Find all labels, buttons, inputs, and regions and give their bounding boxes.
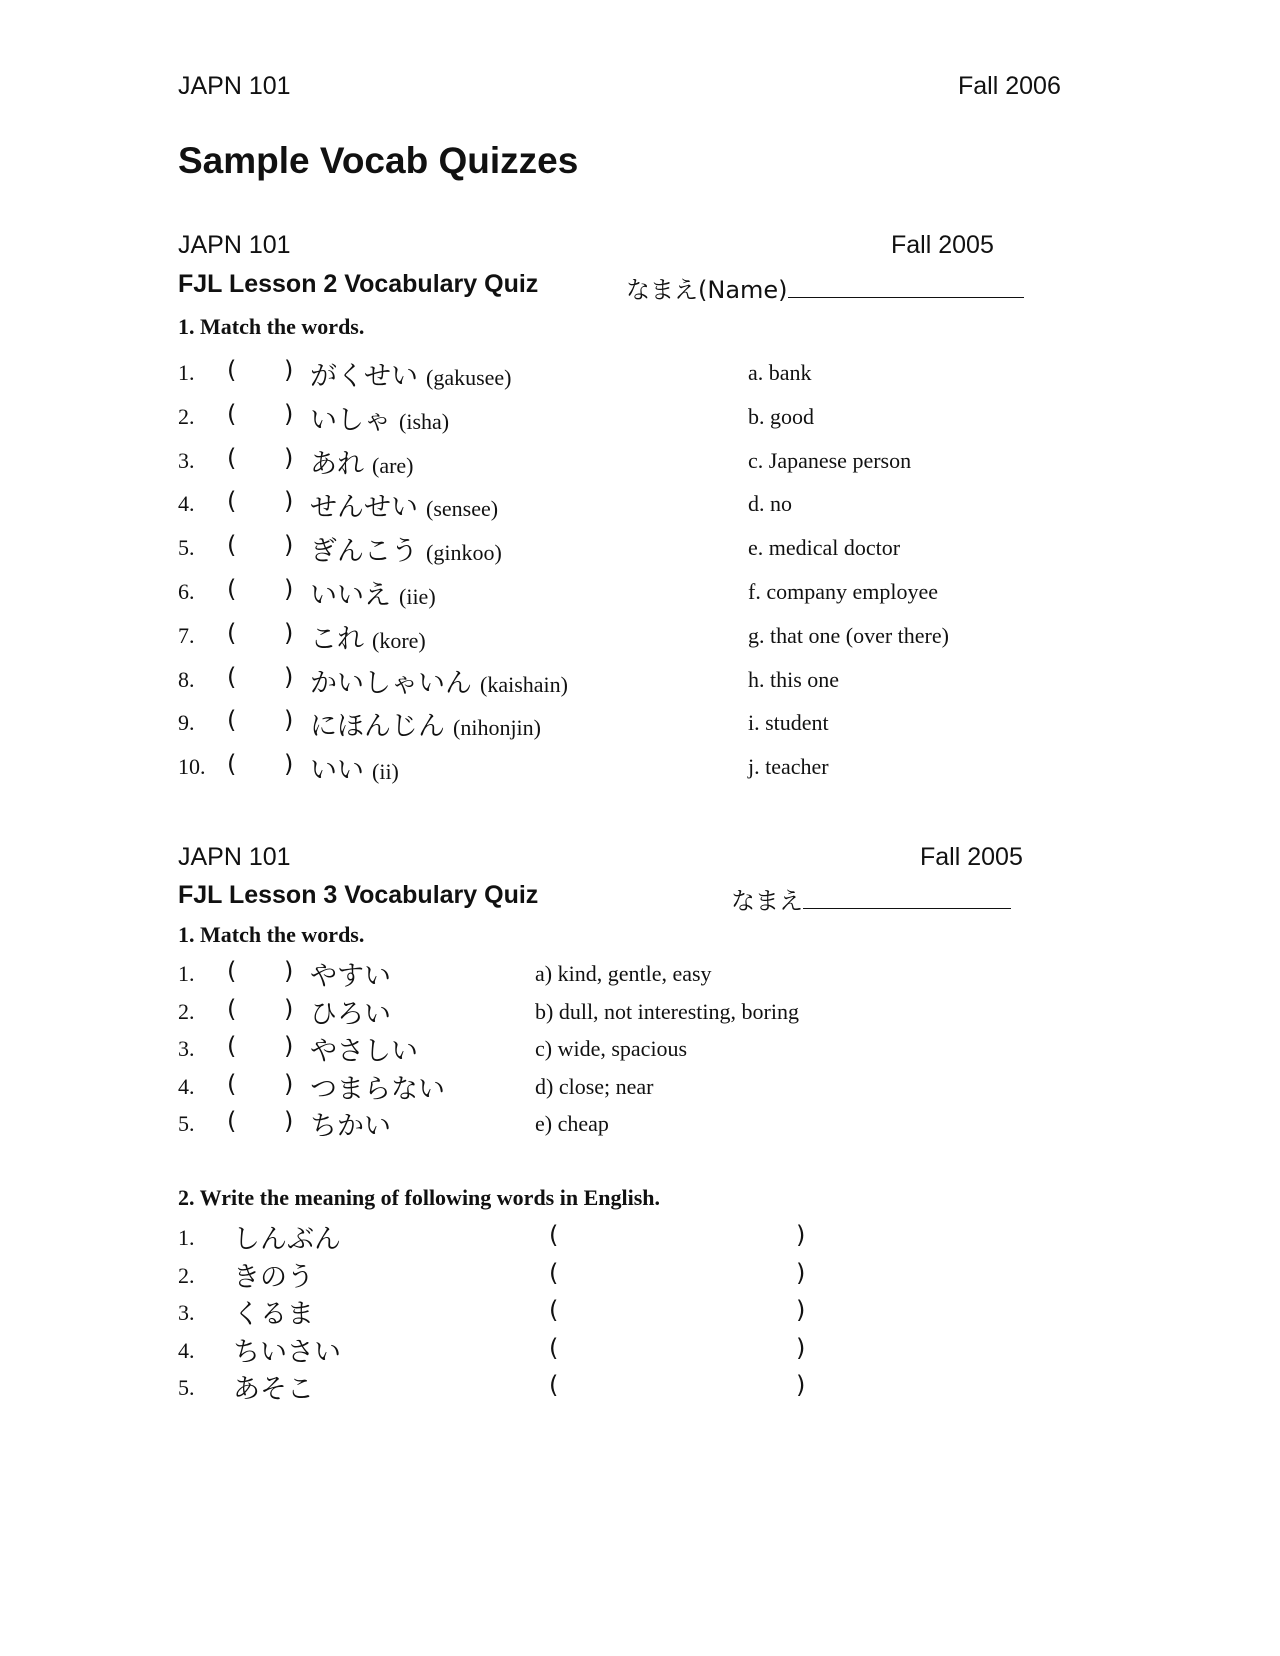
answer-blank[interactable]: [244, 357, 280, 385]
item-number: 5.: [178, 1375, 195, 1401]
quiz1-name-field[interactable]: [626, 270, 1024, 305]
answer-option: c. Japanese person: [748, 447, 912, 473]
vocab-kana: あれ: [310, 448, 364, 480]
open-paren: (: [227, 662, 237, 691]
quiz1-name-blank[interactable]: [788, 275, 1024, 298]
open-paren: (: [227, 1032, 237, 1061]
open-paren: (: [227, 1107, 237, 1136]
open-paren: (: [549, 1371, 559, 1400]
vocab-kana: せんせい: [310, 492, 418, 524]
quiz2-name-blank[interactable]: [803, 886, 1011, 909]
quiz1-course: JAPN 101: [178, 231, 291, 259]
quiz2-title: FJL Lesson 3 Vocabulary Quiz: [178, 881, 539, 909]
vocab-kana: やすい: [310, 961, 391, 992]
answer-blank[interactable]: [244, 401, 280, 429]
answer-option: b) dull, not interesting, boring: [535, 998, 799, 1024]
answer-blank[interactable]: [244, 707, 280, 735]
vocab-word: [310, 398, 449, 437]
item-number: 5.: [178, 1111, 195, 1137]
vocab-kana: にほんじん: [310, 711, 445, 743]
vocab-word: [310, 442, 414, 481]
close-paren: ): [284, 662, 294, 691]
answer-option: d. no: [748, 491, 792, 517]
answer-blank[interactable]: [244, 1071, 280, 1099]
item-number: 2.: [178, 1262, 195, 1288]
answer-option: f. company employee: [748, 579, 938, 604]
item-number: 5.: [178, 535, 195, 561]
quiz2-name-label: なまえ: [731, 887, 803, 915]
vocab-kana: いい: [310, 755, 364, 787]
open-paren: (: [227, 356, 237, 384]
vocab-word: [310, 617, 426, 656]
vocab-romaji: (kaishain): [480, 671, 568, 697]
close-paren: ): [284, 1032, 294, 1061]
answer-option: d) close; near: [535, 1073, 654, 1099]
quiz2-section1-heading: 1. Match the words.: [178, 922, 365, 947]
quiz1-section1-heading: 1. Match the words.: [178, 314, 365, 339]
close-paren: ): [284, 706, 294, 735]
open-paren: (: [227, 957, 237, 985]
vocab-kana: しんぶん: [233, 1224, 341, 1255]
vocab-word: [310, 529, 502, 568]
open-paren: (: [549, 1221, 559, 1249]
vocab-kana: いいえ: [310, 580, 391, 611]
close-paren: ): [284, 1069, 294, 1098]
vocab-romaji: (ginkoo): [426, 540, 502, 566]
close-paren: ): [284, 1107, 294, 1136]
close-paren: ): [796, 1258, 806, 1287]
answer-option: h. this one: [748, 666, 840, 692]
vocab-word: [310, 573, 436, 612]
answer-option: e) cheap: [535, 1111, 609, 1137]
vocab-word: [310, 354, 512, 393]
answer-blank[interactable]: [244, 1108, 280, 1136]
vocab-kana: ちかい: [310, 1111, 391, 1143]
header-course: JAPN 101: [178, 72, 291, 100]
answer-blank[interactable]: [244, 1033, 280, 1061]
close-paren: ): [796, 1371, 806, 1400]
vocab-kana: いしゃ: [310, 404, 391, 436]
item-number: 4.: [178, 1337, 195, 1363]
quiz1-title: FJL Lesson 2 Vocabulary Quiz: [178, 270, 539, 298]
open-paren: (: [227, 399, 237, 428]
open-paren: (: [227, 994, 237, 1023]
vocab-romaji: (nihonjin): [453, 715, 541, 741]
vocab-word: [310, 485, 498, 524]
open-paren: (: [227, 487, 237, 516]
item-number: 1.: [178, 1225, 195, 1250]
quiz2-section2-heading: 2. Write the meaning of following words in English.: [178, 1185, 661, 1210]
item-number: 3.: [178, 1300, 195, 1326]
vocab-kana: ぎんこう: [310, 536, 418, 568]
vocab-kana: つまらない: [310, 1073, 445, 1105]
meaning-blank[interactable]: [566, 1371, 794, 1399]
item-number: 1.: [178, 360, 195, 385]
item-number: 3.: [178, 1036, 195, 1062]
close-paren: ): [284, 356, 294, 384]
vocab-kana: ひろい: [310, 998, 391, 1030]
close-paren: ): [284, 750, 294, 779]
answer-option: g. that one (over there): [748, 622, 949, 648]
item-number: 6.: [178, 579, 195, 604]
answer-blank[interactable]: [244, 620, 280, 648]
close-paren: ): [796, 1296, 806, 1325]
close-paren: ): [284, 399, 294, 428]
meaning-blank[interactable]: [566, 1334, 794, 1362]
item-number: 7.: [178, 622, 195, 648]
vocab-kana: きのう: [233, 1261, 314, 1293]
close-paren: ): [284, 618, 294, 647]
vocab-romaji: (ii): [372, 759, 399, 785]
vocab-romaji: (isha): [399, 408, 450, 434]
vocab-word: [310, 704, 541, 743]
open-paren: (: [227, 1069, 237, 1098]
vocab-kana: あそこ: [233, 1374, 314, 1406]
open-paren: (: [227, 531, 237, 560]
open-paren: (: [549, 1333, 559, 1362]
answer-option: c) wide, spacious: [535, 1036, 688, 1062]
open-paren: (: [227, 706, 237, 735]
item-number: 4.: [178, 491, 195, 517]
vocab-romaji: (kore): [372, 627, 426, 653]
vocab-romaji: (sensee): [426, 496, 499, 522]
item-number: 1.: [178, 961, 195, 986]
close-paren: ): [284, 531, 294, 560]
vocab-kana: くるま: [233, 1299, 314, 1331]
close-paren: ): [796, 1221, 806, 1249]
header-term: Fall 2006: [958, 72, 1061, 100]
answer-option: b. good: [748, 403, 814, 429]
vocab-kana: がくせい: [310, 361, 418, 392]
vocab-word: [310, 748, 399, 787]
vocab-kana: これ: [310, 623, 364, 655]
quiz1-term: Fall 2005: [891, 231, 994, 259]
item-number: 9.: [178, 710, 195, 736]
close-paren: ): [796, 1333, 806, 1362]
quiz2-term: Fall 2005: [920, 843, 1023, 871]
vocab-romaji: (gakusee): [426, 365, 512, 390]
vocab-kana: かいしゃいん: [310, 667, 472, 699]
item-number: 10.: [178, 754, 206, 780]
vocab-word: [310, 661, 568, 700]
open-paren: (: [549, 1258, 559, 1287]
open-paren: (: [227, 618, 237, 647]
answer-blank[interactable]: [244, 751, 280, 779]
answer-blank[interactable]: [244, 664, 280, 692]
close-paren: ): [284, 487, 294, 516]
meaning-blank[interactable]: [566, 1259, 794, 1287]
quiz2-course: JAPN 101: [178, 843, 291, 871]
answer-blank[interactable]: [244, 996, 280, 1024]
open-paren: (: [227, 443, 237, 472]
close-paren: ): [284, 443, 294, 472]
close-paren: ): [284, 575, 294, 603]
meaning-blank[interactable]: [566, 1221, 794, 1249]
answer-blank[interactable]: [244, 488, 280, 516]
vocab-romaji: (are): [372, 452, 414, 478]
answer-option: e. medical doctor: [748, 535, 901, 561]
vocab-kana: ちいさい: [233, 1336, 341, 1368]
open-paren: (: [549, 1296, 559, 1325]
quiz2-name-field[interactable]: [731, 881, 1011, 916]
open-paren: (: [227, 575, 237, 603]
answer-blank[interactable]: [244, 445, 280, 473]
item-number: 2.: [178, 403, 195, 429]
open-paren: (: [227, 750, 237, 779]
meaning-blank[interactable]: [566, 1296, 794, 1324]
vocab-kana: やさしい: [310, 1036, 418, 1068]
answer-blank[interactable]: [244, 958, 280, 986]
quiz1-name-label: なまえ(Name): [626, 276, 788, 304]
item-number: 3.: [178, 447, 195, 473]
answer-blank[interactable]: [244, 532, 280, 560]
page-title: Sample Vocab Quizzes: [178, 140, 579, 181]
answer-option: a. bank: [748, 360, 812, 385]
close-paren: ): [284, 957, 294, 985]
item-number: 2.: [178, 998, 195, 1024]
item-number: 4.: [178, 1073, 195, 1099]
answer-option: i. student: [748, 710, 829, 736]
close-paren: ): [284, 994, 294, 1023]
answer-blank[interactable]: [244, 576, 280, 604]
item-number: 8.: [178, 666, 195, 692]
answer-option: a) kind, gentle, easy: [535, 961, 712, 986]
vocab-romaji: (iie): [399, 584, 436, 609]
answer-option: j. teacher: [748, 754, 829, 780]
